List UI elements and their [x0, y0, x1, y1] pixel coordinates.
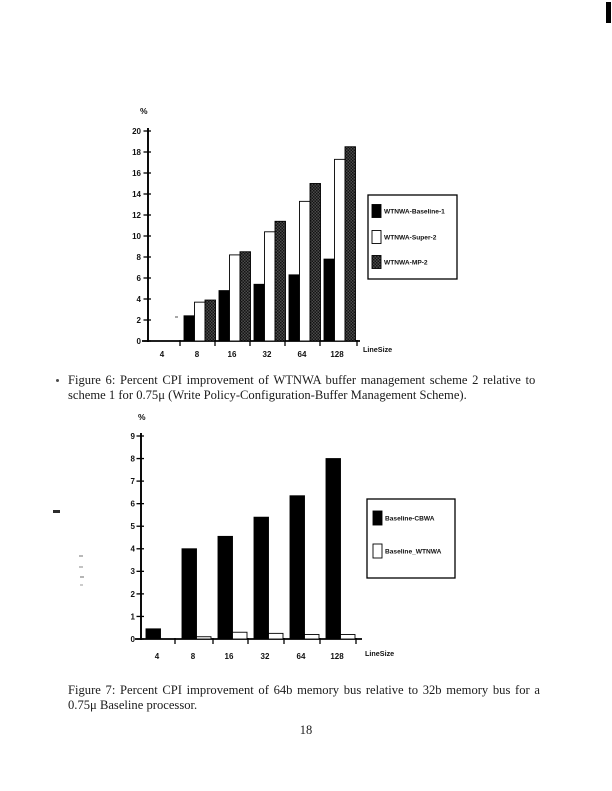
bar-WTNWA-Baseline-1-32 [254, 284, 265, 341]
y-tick-label: 2 [136, 315, 141, 325]
y-tick-label: 8 [130, 454, 135, 464]
x-axis-title: LineSize [363, 345, 393, 354]
x-tick-label: 64 [297, 350, 307, 359]
scan-artifact-fleck [79, 566, 83, 568]
y-tick-label: 16 [132, 168, 141, 178]
figure6-caption [68, 373, 554, 404]
page-number: 18 [299, 723, 313, 737]
bar-Baseline-CBWA-4 [146, 629, 161, 639]
x-tick-label: 8 [190, 652, 196, 661]
y-axis-unit-label: % [140, 106, 148, 116]
bar-WTNWA-MP-2-128 [345, 147, 356, 341]
scan-artifact-top-right [606, 2, 611, 23]
bar-Baseline-CBWA-128 [326, 459, 341, 639]
bar-WTNWA-MP-2-64 [310, 184, 321, 342]
bar-WTNWA-MP-2-32 [275, 221, 286, 341]
bar-Baseline-CBWA-64 [290, 496, 305, 639]
x-axis-title: LineSize [365, 649, 395, 658]
legend-swatch-white [372, 231, 381, 244]
y-tick-label: 1 [130, 612, 135, 622]
bar-WTNWA-MP-2-16 [240, 252, 251, 341]
legend-swatch-black [372, 205, 381, 218]
figure7-caption-line2: 0.75μ Baseline processor. [68, 698, 198, 713]
bar-Baseline_WTNWA-8 [197, 637, 212, 639]
x-tick-label: 8 [194, 350, 200, 359]
y-tick-label: 10 [132, 231, 141, 241]
figure6-caption-line2: scheme 1 for 0.75μ (Write Policy-Configuration-Buffer Management Scheme). [68, 388, 467, 403]
bar-WTNWA-Super-2-64 [300, 201, 311, 341]
y-tick-label: 6 [130, 499, 135, 509]
bar-WTNWA-Super-2-16 [230, 255, 241, 341]
scan-artifact-fleck [80, 584, 83, 586]
bar-Baseline_WTNWA-128 [341, 634, 356, 639]
legend-label: Baseline_WTNWA [385, 548, 442, 556]
bar-WTNWA-Baseline-1-16 [219, 291, 230, 341]
legend-label: Baseline-CBWA [385, 515, 435, 523]
x-tick-label: 4 [154, 652, 160, 661]
bar-Baseline-CBWA-8 [182, 549, 197, 639]
y-tick-label: 14 [132, 189, 141, 199]
legend-label: WTNWA-Super-2 [384, 234, 437, 242]
x-tick-label: 32 [262, 350, 272, 359]
y-tick-label: 4 [130, 544, 135, 554]
y-tick-label: 3 [130, 567, 135, 577]
y-tick-label: 9 [130, 431, 135, 441]
bar-WTNWA-Super-2-32 [265, 232, 276, 341]
y-tick-label: 6 [136, 273, 141, 283]
scan-artifact-fleck [80, 576, 84, 578]
y-tick-label: 0 [136, 336, 141, 346]
y-tick-label: 18 [132, 147, 141, 157]
figure7-chart [100, 408, 470, 672]
x-tick-label: 16 [227, 350, 237, 359]
scan-artifact-fleck [79, 555, 83, 557]
bar-Baseline-CBWA-32 [254, 517, 269, 639]
y-tick-label: 20 [132, 126, 141, 136]
legend-swatch-hatch [372, 256, 381, 269]
y-tick-label: 8 [136, 252, 141, 262]
x-tick-label: 32 [260, 652, 270, 661]
legend-label: WTNWA-MP-2 [384, 259, 428, 267]
bar-Baseline_WTNWA-32 [269, 633, 284, 639]
legend-swatch-white [373, 544, 382, 558]
figure6-caption-line1: Figure 6: Percent CPI improvement of WTNWA buffer management scheme 2 relative to [68, 373, 536, 387]
y-tick-label: 4 [136, 294, 141, 304]
scan-artifact-dot [56, 379, 59, 382]
bar-Baseline-CBWA-16 [218, 536, 233, 639]
bar-Baseline_WTNWA-64 [305, 634, 320, 639]
legend-label: WTNWA-Baseline-1 [384, 208, 445, 216]
legend-swatch-black [373, 511, 382, 525]
figure7-caption [68, 683, 554, 714]
bar-WTNWA-Baseline-1-128 [324, 259, 335, 341]
bar-Baseline_WTNWA-16 [233, 632, 248, 639]
bar-WTNWA-Baseline-1-8 [184, 316, 195, 341]
bar-WTNWA-MP-2-8 [205, 300, 216, 341]
y-tick-label: 2 [130, 589, 135, 599]
scan-artifact-fleck [175, 316, 178, 318]
y-tick-label: 7 [130, 477, 135, 487]
y-tick-label: 12 [132, 210, 141, 220]
y-tick-label: 5 [130, 522, 135, 532]
bar-WTNWA-Super-2-128 [335, 159, 346, 341]
y-tick-label: 0 [130, 634, 135, 644]
x-tick-label: 64 [296, 652, 306, 661]
scan-artifact-dash [53, 510, 60, 513]
x-tick-label: 128 [330, 350, 344, 359]
x-tick-label: 4 [159, 350, 165, 359]
x-tick-label: 128 [330, 652, 344, 661]
x-tick-label: 16 [224, 652, 234, 661]
bar-WTNWA-Baseline-1-64 [289, 275, 300, 341]
figure6-chart [100, 100, 470, 366]
bar-WTNWA-Super-2-8 [195, 302, 206, 341]
y-axis-unit-label: % [138, 412, 146, 422]
figure7-caption-line1: Figure 7: Percent CPI improvement of 64b memory bus relative to 32b memory bus for a [68, 683, 540, 697]
